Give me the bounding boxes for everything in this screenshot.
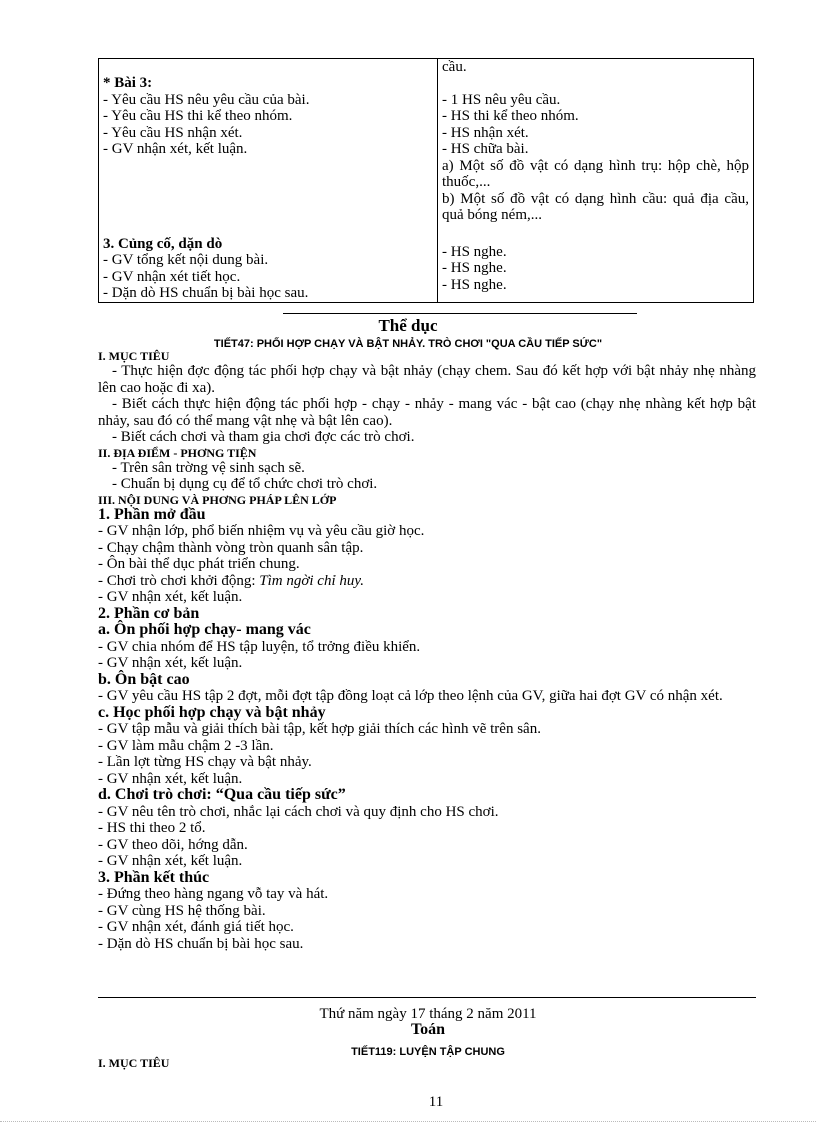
activity-line: - GV tập mẫu và giải thích bài tập, kết hợp giải thích các hình vẽ trên sân. [98, 721, 541, 737]
student-column [438, 59, 754, 303]
closing-line: - Dặn dò HS chuẩn bị bài học sau. [98, 935, 304, 952]
objective: - Thực hiện đợc động tác phối hợp chạy và bật nhảy (chạy chem. Sau đó kết hợp với bật nhảy nhẹ nhàng lên cao hoặc đi xa). [98, 363, 756, 396]
teacher-line: - Yêu cầu HS nêu yêu cầu của bài. [103, 91, 310, 108]
warmup-line: - GV nhận lớp, phổ biến nhiệm vụ và yêu cầu giờ học. [98, 523, 425, 539]
answer-a: a) Một số đồ vật có dạng hình trụ: hộp chè, hộp thuốc,... [442, 157, 749, 190]
exercise-heading: * Bài 3: [103, 75, 153, 91]
activity-table [98, 58, 754, 303]
page-number: 11 [428, 1094, 444, 1110]
lesson-body [98, 349, 756, 952]
subsection-heading: d. Chơi trò chơi: “Qua cầu tiếp sức” [98, 786, 346, 803]
subsection-heading: c. Học phối hợp chạy và bật nhảy [98, 703, 326, 721]
warmup-line: - Ôn bài thể dục phát triển chung. [98, 556, 300, 572]
student-line: - HS thi kể theo nhóm. [442, 108, 579, 124]
activity-line: - GV nhận xét, kết luận. [98, 655, 243, 671]
warmup-line: - GV nhận xét, kết luận. [98, 589, 243, 605]
subject-title: Thể dục [378, 316, 438, 335]
warmup-game-prefix: - Chơi trò chơi khởi động: [98, 572, 260, 589]
student-line: - HS chữa bài. [442, 141, 529, 157]
page-edge [0, 1121, 816, 1122]
objectives-heading: I. MỤC TIÊU [98, 1056, 170, 1070]
warmup-game-name: Tìm ngời chỉ huy. [259, 572, 364, 589]
teacher-line: - Yêu cầu HS nhận xét. [103, 124, 243, 141]
content-heading: III. NỘI DUNG VÀ PHƠNG PHÁP LÊN LỚP [98, 492, 337, 507]
teacher-line: - Dặn dò HS chuẩn bị bài học sau. [103, 285, 309, 301]
teacher-line: - Yêu cầu HS thi kể theo nhóm. [103, 108, 293, 124]
warmup-game-line [98, 573, 756, 590]
objective: - Biết cách thực hiện động tác phối hợp - chạy - nhảy - mang vác - bật cao (chạy nhẹ nhàng kết hợp bật nhảy, sau đó có thể mang vật nhẹ và bật lên cao). [98, 396, 756, 429]
location-heading: II. ĐỊA ĐIỂM - PHƠNG TIỆN [98, 445, 257, 460]
section-heading: 1. Phần mở đầu [98, 505, 206, 523]
student-line: - 1 HS nêu yêu cầu. [442, 91, 561, 108]
closing-line: - Đứng theo hàng ngang vỗ tay và hát. [98, 886, 329, 902]
section-heading: 2. Phần cơ bản [98, 604, 200, 622]
divider [283, 313, 637, 314]
subsection-heading: b. Ôn bật cao [98, 670, 190, 688]
student-line: - HS nghe. [442, 260, 507, 276]
activity-line: - Lần lợt từng HS chạy và bật nhảy. [98, 754, 312, 770]
subject-title: Toán [410, 1021, 446, 1038]
activity-line: - GV nêu tên trò chơi, nhắc lại cách chơi và quy định cho HS chơi. [98, 803, 499, 820]
closing-line: - GV nhận xét, đánh giá tiết học. [98, 919, 294, 935]
activity-paragraph: - GV yêu cầu HS tập 2 đợt, mỗi đợt tập đồng loạt cả lớp theo lệnh của GV, giữa hai đợt GV có nhận xét. [98, 688, 723, 704]
activity-line: - GV làm mẫu chậm 2 -3 lần. [98, 737, 274, 754]
student-line: - HS nghe. [442, 276, 507, 293]
location-line: - Chuẩn bị dụng cụ để tổ chức chơi trò chơi. [112, 476, 378, 492]
activity-line: - GV chia nhóm để HS tập luyện, tổ trởng điều khiển. [98, 638, 421, 655]
activity-line: - GV nhận xét, kết luận. [98, 770, 243, 787]
warmup-line: - Chạy chậm thành vòng tròn quanh sân tập. [98, 539, 364, 556]
activity-line: - GV theo dõi, hớng dẫn. [98, 836, 248, 853]
student-line: - HS nghe. [442, 243, 507, 260]
teacher-line: - GV tổng kết nội dung bài. [103, 252, 269, 268]
activity-line: - HS thi theo 2 tổ. [98, 820, 206, 836]
answer-b: b) Một số đồ vật có dạng hình cầu: quả địa cầu, quả bóng ném,... [442, 190, 749, 223]
lesson-title: TIẾT119: LUYỆN TẬP CHUNG [351, 1046, 505, 1058]
teacher-line: - GV nhận xét tiết học. [103, 268, 241, 285]
student-line: cầu. [442, 59, 467, 75]
lesson-title: TIẾT47: PHỐI HỢP CHẠY VÀ BẬT NHẢY. TRÒ CHƠI "QUA CẦU TIẾP SỨC" [213, 338, 603, 350]
location-line: - Trên sân trờng vệ sinh sạch sẽ. [112, 459, 305, 476]
section-heading: 3. Phần kết thúc [98, 868, 210, 886]
teacher-line: - GV nhận xét, kết luận. [103, 141, 248, 157]
activity-line: - GV nhận xét, kết luận. [98, 853, 243, 869]
objectives-heading: I. MỤC TIÊU [98, 349, 170, 363]
closing-line: - GV cùng HS hệ thống bài. [98, 902, 266, 919]
teacher-column [99, 59, 438, 303]
section-heading: 3. Củng cố, dặn dò [103, 235, 223, 252]
objective: - Biết cách chơi và tham gia chơi đợc các trò chơi. [112, 429, 415, 445]
subsection-heading: a. Ôn phối hợp chạy- mang vác [98, 621, 311, 638]
lesson-date: Thứ năm ngày 17 tháng 2 năm 2011 [319, 1006, 537, 1022]
divider [98, 997, 756, 998]
student-line: - HS nhận xét. [442, 124, 529, 141]
